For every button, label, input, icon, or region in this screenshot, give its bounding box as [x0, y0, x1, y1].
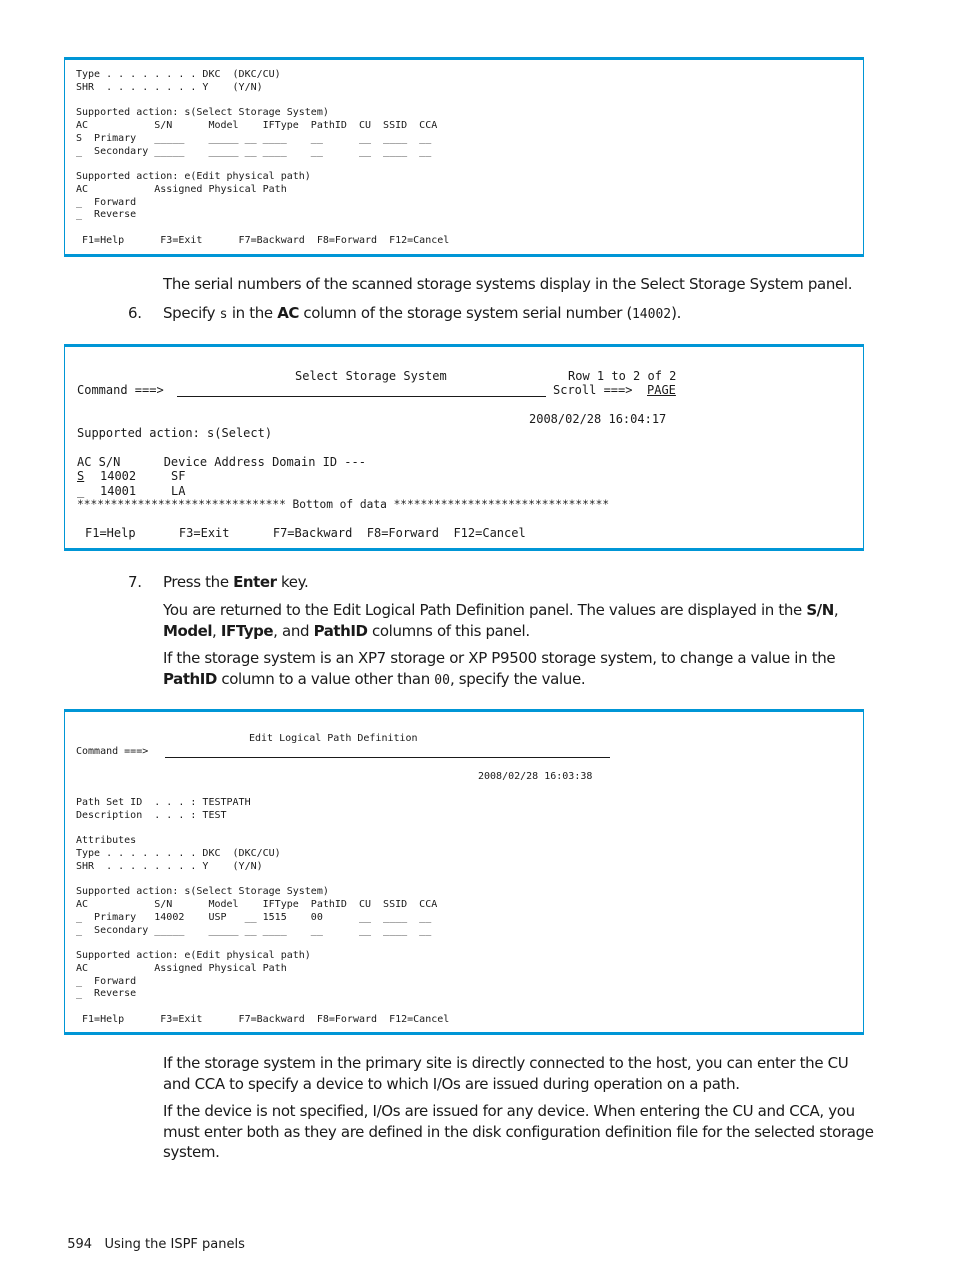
terminal-line: _ Secondary _____ _____ __ ____ __ __ ____ __ [76, 924, 432, 936]
domain-id: SF [171, 469, 186, 483]
terminal-line: _ Secondary _____ _____ __ ____ __ __ ____ __ [76, 145, 432, 157]
terminal-line: Type . . . . . . . . DKC (DKC/CU) [76, 69, 281, 80]
terminal-line: _ Forward [76, 196, 137, 208]
screen-panel-edit-logical-path [64, 709, 864, 1035]
terminal-line [76, 158, 449, 171]
terminal-line: Supported action: e(Edit physical path) [76, 171, 311, 182]
terminal-line: _ Primary 14002 USP __ 1515 00 __ ____ __ [76, 911, 432, 923]
panel-text [76, 797, 449, 1027]
supported-action: Supported action: s(Select) [77, 426, 273, 440]
screen-panel-select-storage-system [64, 344, 864, 551]
paragraph-serial-numbers: The serial numbers of the scanned storage systems display in the Select Storage System panel. [163, 275, 853, 293]
serial-number: 14001 [100, 484, 137, 498]
paragraph-device-not-specified: If the device is not specified, I/Os are issued for any device. When entering the CU and CCA, you must enter both as they are defined in the disk configuration definition file for the selected storage system. [163, 1102, 874, 1161]
terminal-line: SHR . . . . . . . . Y (Y/N) [76, 860, 263, 872]
terminal-line: F1=Help F3=Exit F7=Backward F8=Forward F12=Cancel [76, 1013, 450, 1025]
ac-field[interactable]: _ [77, 484, 85, 498]
terminal-line: Supported action: s(Select Storage System) [76, 107, 329, 119]
section-title: Using the ISPF panels [104, 1237, 245, 1252]
terminal-line: Type . . . . . . . . DKC (DKC/CU) [76, 848, 281, 859]
terminal-line: Supported action: s(Select Storage System) [76, 886, 329, 898]
terminal-line: Attributes [76, 835, 137, 847]
domain-id: LA [171, 484, 186, 498]
terminal-line [76, 937, 449, 950]
serial-number: 14002 [100, 469, 137, 483]
step-7: 7. Press the Enter key. [128, 573, 309, 591]
terminal-line [76, 222, 449, 235]
terminal-line: Path Set ID . . . : TESTPATH [76, 797, 251, 808]
terminal-line [76, 823, 449, 836]
command-label: Command ===> [76, 746, 149, 757]
timestamp: 2008/02/28 16:04:17 [529, 412, 667, 426]
terminal-line: Supported action: e(Edit physical path) [76, 950, 311, 961]
terminal-line: F1=Help F3=Exit F7=Backward F8=Forward F12=Cancel [76, 234, 450, 246]
command-input[interactable] [177, 395, 546, 397]
scroll-value-field[interactable]: PAGE [647, 383, 676, 397]
ac-field[interactable]: S [77, 469, 85, 483]
table-header: AC S/N Device Address Domain ID --- [77, 455, 366, 469]
terminal-line: AC Assigned Physical Path [76, 183, 287, 195]
paragraph-pathid: If the storage system is an XP7 storage or XP P9500 storage system, to change a value in the PathID column to a value other than 00, specify the value. [163, 649, 836, 688]
row-info: Row 1 to 2 of 2 [568, 369, 677, 383]
step-6: 6. Specify s in the AC column of the storage system serial number (14002). [128, 304, 682, 322]
step-number: 7. [128, 573, 142, 591]
terminal-line: AC Assigned Physical Path [76, 962, 287, 974]
terminal-line [76, 95, 449, 108]
terminal-line: S Primary _____ _____ __ ____ __ __ ____ __ [76, 132, 432, 144]
panel-title: Select Storage System [295, 369, 447, 383]
terminal-line: AC S/N Model IFType PathID CU SSID CCA [76, 120, 438, 131]
screen-panel-edit-partial [64, 57, 864, 257]
page-footer [59, 1222, 245, 1252]
scroll-label: Scroll ===> [553, 383, 633, 397]
terminal-line: SHR . . . . . . . . Y (Y/N) [76, 81, 263, 93]
step-number: 6. [128, 304, 142, 322]
terminal-line: AC S/N Model IFType PathID CU SSID CCA [76, 899, 438, 910]
command-input[interactable] [165, 756, 610, 758]
terminal-line: Description . . . : TEST [76, 809, 227, 821]
panel-title: Edit Logical Path Definition [249, 733, 418, 744]
terminal-line: _ Reverse [76, 988, 137, 1000]
function-keys: F1=Help F3=Exit F7=Backward F8=Forward F12=Cancel [85, 526, 526, 540]
paragraph-returned: You are returned to the Edit Logical Path Definition panel. The values are displayed in the S/N, Model, IFType, and PathID columns of this panel. [163, 601, 839, 640]
terminal-line: _ Reverse [76, 209, 137, 221]
bottom-of-data: ******************************* Bottom of data ******************************** [77, 498, 610, 511]
timestamp: 2008/02/28 16:03:38 [478, 771, 593, 782]
terminal-line [76, 874, 449, 887]
paragraph-primary-site: If the storage system in the primary site is directly connected to the host, you can enter the CU and CCA to specify a device to which I/Os are issued during operation on a path. [163, 1054, 849, 1093]
terminal-line: _ Forward [76, 975, 137, 987]
command-label: Command ===> [77, 383, 164, 397]
panel-text [76, 69, 449, 248]
page-number: 594 [67, 1237, 93, 1252]
terminal-line [76, 1001, 449, 1014]
